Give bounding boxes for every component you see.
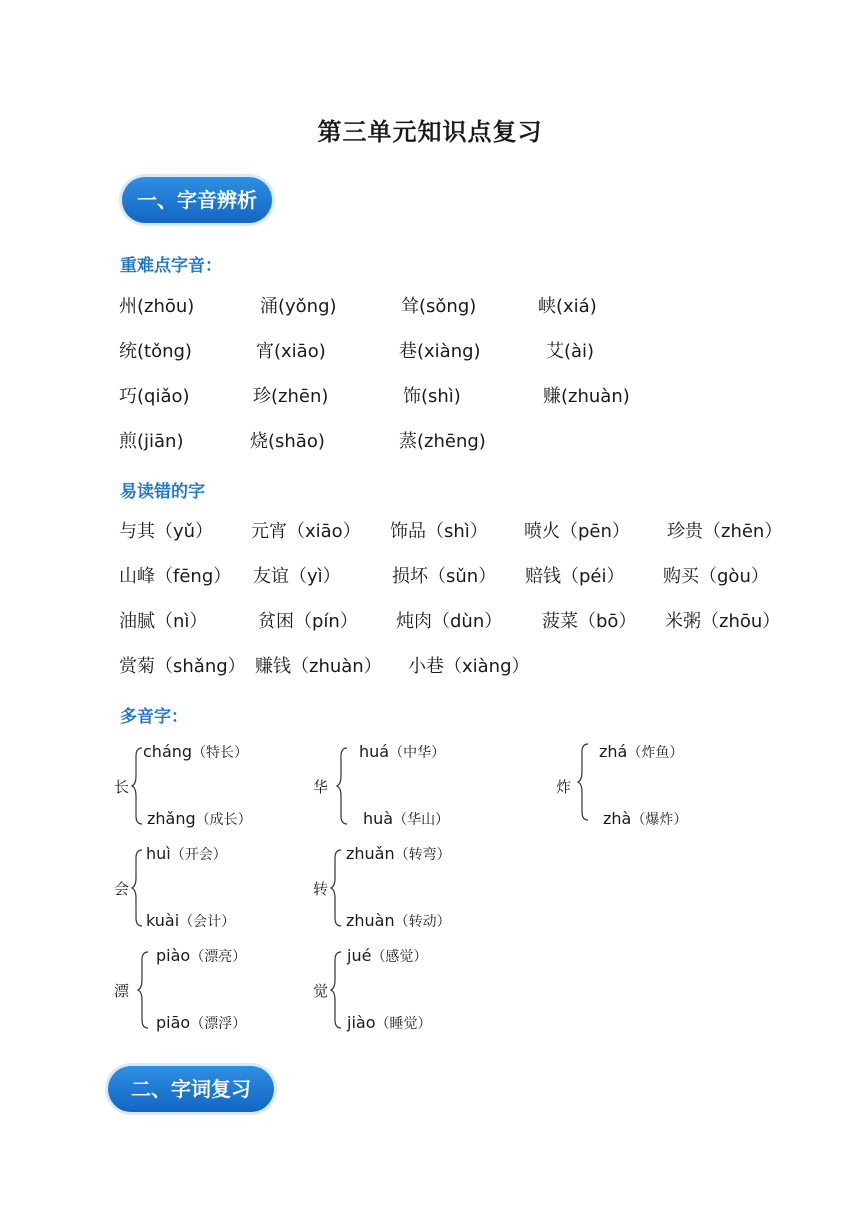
easy-wrong-item: 与其（yǔ） — [119, 521, 214, 542]
easy-wrong-item: 元宵（xiāo） — [251, 521, 361, 542]
poly-reading-1: cháng（特长） — [143, 742, 249, 761]
easy-wrong-item: 购买（gòu） — [663, 566, 769, 587]
easy-wrong-item: 菠菜（bō） — [542, 611, 637, 632]
poly-char: 漂 — [114, 982, 130, 1000]
key-char-item: 煎(jiān) — [119, 431, 184, 452]
poly-reading-1: jué（感觉） — [347, 946, 428, 965]
key-char-item: 州(zhōu) — [119, 296, 195, 317]
poly-char: 长 — [114, 778, 130, 796]
easy-wrong-item: 山峰（fēng） — [119, 566, 232, 587]
poly-reading-1: zhuǎn（转弯） — [346, 844, 451, 863]
key-char-item: 峡(xiá) — [538, 296, 597, 317]
key-char-item: 巷(xiàng) — [399, 341, 481, 362]
key-char-item: 珍(zhēn) — [253, 386, 329, 407]
easy-wrong-item: 损坏（sǔn） — [392, 566, 497, 587]
poly-reading-2: huà（华山） — [363, 809, 450, 828]
heading-easy-wrong: 易读错的字 — [120, 482, 205, 502]
key-char-item: 统(tǒng) — [119, 341, 192, 362]
easy-wrong-item: 贫困（pín） — [258, 611, 358, 632]
easy-wrong-item: 友谊（yì） — [253, 566, 341, 587]
poly-reading-1: huì（开会） — [146, 844, 227, 863]
key-char-item: 赚(zhuàn) — [543, 386, 630, 407]
poly-reading-2: zhuàn（转动） — [346, 911, 451, 930]
key-char-item: 烧(shāo) — [250, 431, 325, 452]
heading-polyphonic: 多音字： — [120, 707, 188, 727]
poly-reading-2: zhǎng（成长） — [147, 809, 252, 828]
key-char-item: 饰(shì) — [403, 386, 461, 407]
key-char-item: 巧(qiǎo) — [119, 386, 190, 407]
easy-wrong-item: 赏菊（shǎng） — [119, 656, 246, 677]
section-badge-1: 一、字音辨析 — [122, 177, 272, 223]
brace-icon — [331, 850, 343, 930]
brace-icon — [132, 850, 144, 930]
easy-wrong-item: 小巷（xiàng） — [408, 656, 530, 677]
poly-reading-1: piào（漂亮） — [156, 946, 247, 965]
section-badge-2: 二、字词复习 — [108, 1066, 274, 1112]
key-char-item: 蒸(zhēng) — [399, 431, 486, 452]
easy-wrong-item: 炖肉（dùn） — [396, 611, 503, 632]
easy-wrong-item: 赚钱（zhuàn） — [255, 656, 382, 677]
key-char-item: 耸(sǒng) — [401, 296, 477, 317]
brace-icon — [331, 952, 343, 1032]
poly-char: 会 — [114, 880, 130, 898]
poly-char: 转 — [313, 880, 329, 898]
easy-wrong-item: 珍贵（zhēn） — [667, 521, 783, 542]
easy-wrong-item: 赔钱（péi） — [525, 566, 625, 587]
brace-icon — [578, 744, 590, 824]
poly-reading-2: zhà（爆炸） — [603, 809, 688, 828]
poly-char: 炸 — [556, 778, 572, 796]
poly-char: 华 — [313, 778, 329, 796]
poly-char: 觉 — [313, 982, 329, 1000]
poly-reading-1: huá（中华） — [359, 742, 446, 761]
poly-reading-2: piāo（漂浮） — [156, 1013, 247, 1032]
brace-icon — [138, 952, 150, 1032]
key-char-item: 艾(ài) — [546, 341, 595, 362]
poly-reading-2: kuài（会计） — [146, 911, 236, 930]
easy-wrong-item: 米粥（zhōu） — [665, 611, 781, 632]
heading-key-chars: 重难点字音： — [120, 256, 222, 276]
key-char-item: 涌(yǒng) — [260, 296, 337, 317]
key-char-item: 宵(xiāo) — [256, 341, 326, 362]
easy-wrong-item: 饰品（shì） — [390, 521, 488, 542]
page-title: 第三单元知识点复习 — [317, 118, 543, 146]
poly-reading-1: zhá（炸鱼） — [599, 742, 684, 761]
easy-wrong-item: 喷火（pēn） — [524, 521, 630, 542]
brace-icon — [337, 748, 349, 828]
easy-wrong-item: 油腻（nì） — [119, 611, 208, 632]
poly-reading-2: jiào（睡觉） — [347, 1013, 432, 1032]
